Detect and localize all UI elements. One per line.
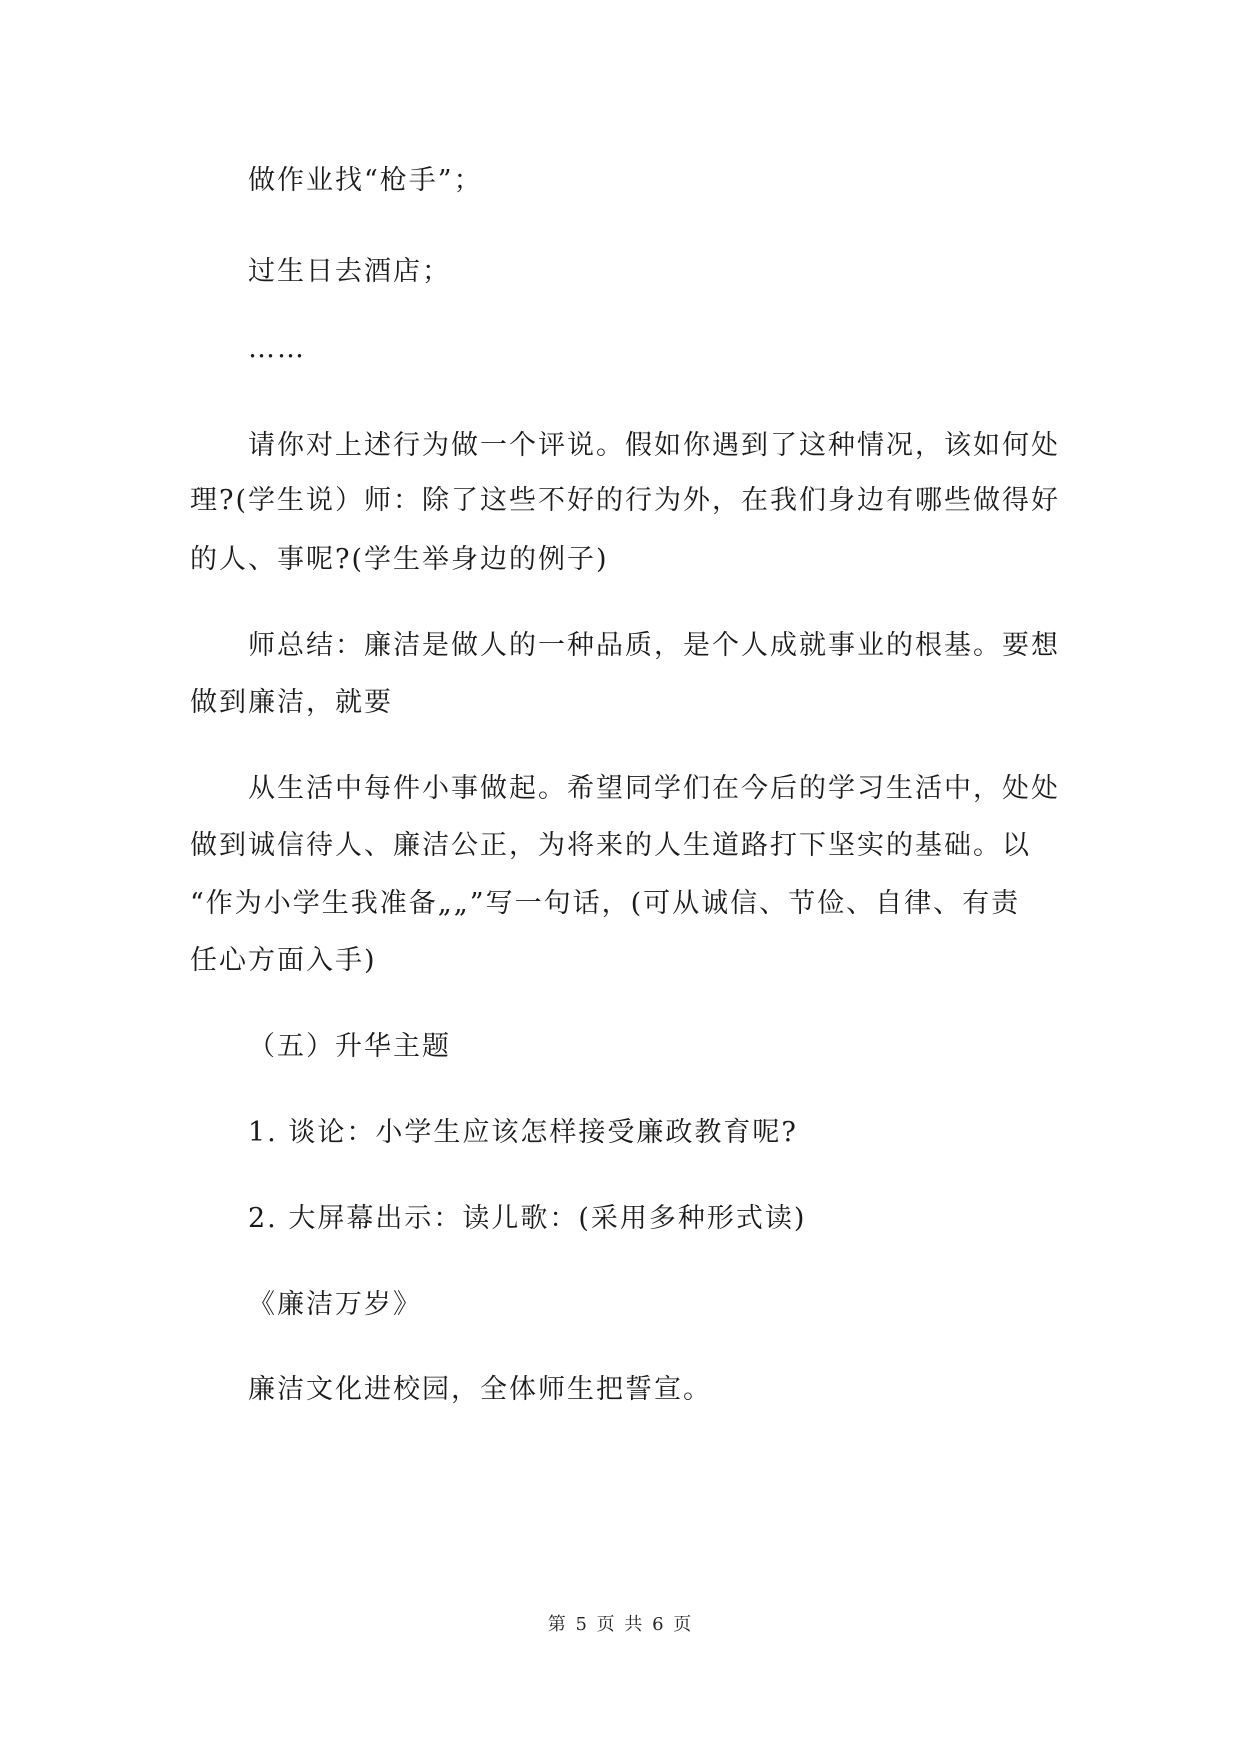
- ellipsis-line: ……: [248, 333, 306, 364]
- paragraph-line: 做到廉洁，就要: [190, 687, 393, 718]
- poem-title: 《廉洁万岁》: [248, 1289, 422, 1320]
- paragraph-line: 过生日去酒店；: [248, 256, 451, 287]
- paragraph-line: 从生活中每件小事做起。希望同学们在今后的学习生活中，处处: [248, 773, 1060, 804]
- paragraph-line: 理?(学生说）师：除了这些不好的行为外，在我们身边有哪些做得好: [190, 485, 1061, 516]
- paragraph-line: 请你对上述行为做一个评说。假如你遇到了这种情况，该如何处: [248, 430, 1060, 461]
- paragraph-line: 师总结：廉洁是做人的一种品质，是个人成就事业的根基。要想: [248, 630, 1060, 661]
- paragraph-line: “作为小学生我准备„„”写一句话，(可从诚信、节俭、自律、有责: [190, 888, 1021, 919]
- list-item: 1. 谈论：小学生应该怎样接受廉政教育呢?: [248, 1117, 798, 1148]
- poem-line: 廉洁文化进校园，全体师生把誓宣。: [248, 1374, 712, 1405]
- paragraph-line: 任心方面入手): [190, 945, 377, 976]
- section-heading: （五）升华主题: [248, 1031, 451, 1062]
- paragraph-line: 做作业找“枪手”；: [248, 165, 483, 196]
- paragraph-line: 的人、事呢?(学生举身边的例子): [190, 544, 609, 575]
- paragraph-line: 做到诚信待人、廉洁公正，为将来的人生道路打下坚实的基础。以: [190, 830, 1031, 861]
- page-footer: 第 5 页 共 6 页: [547, 1614, 694, 1635]
- list-item: 2. 大屏幕出示：读儿歌：(采用多种形式读): [248, 1203, 807, 1234]
